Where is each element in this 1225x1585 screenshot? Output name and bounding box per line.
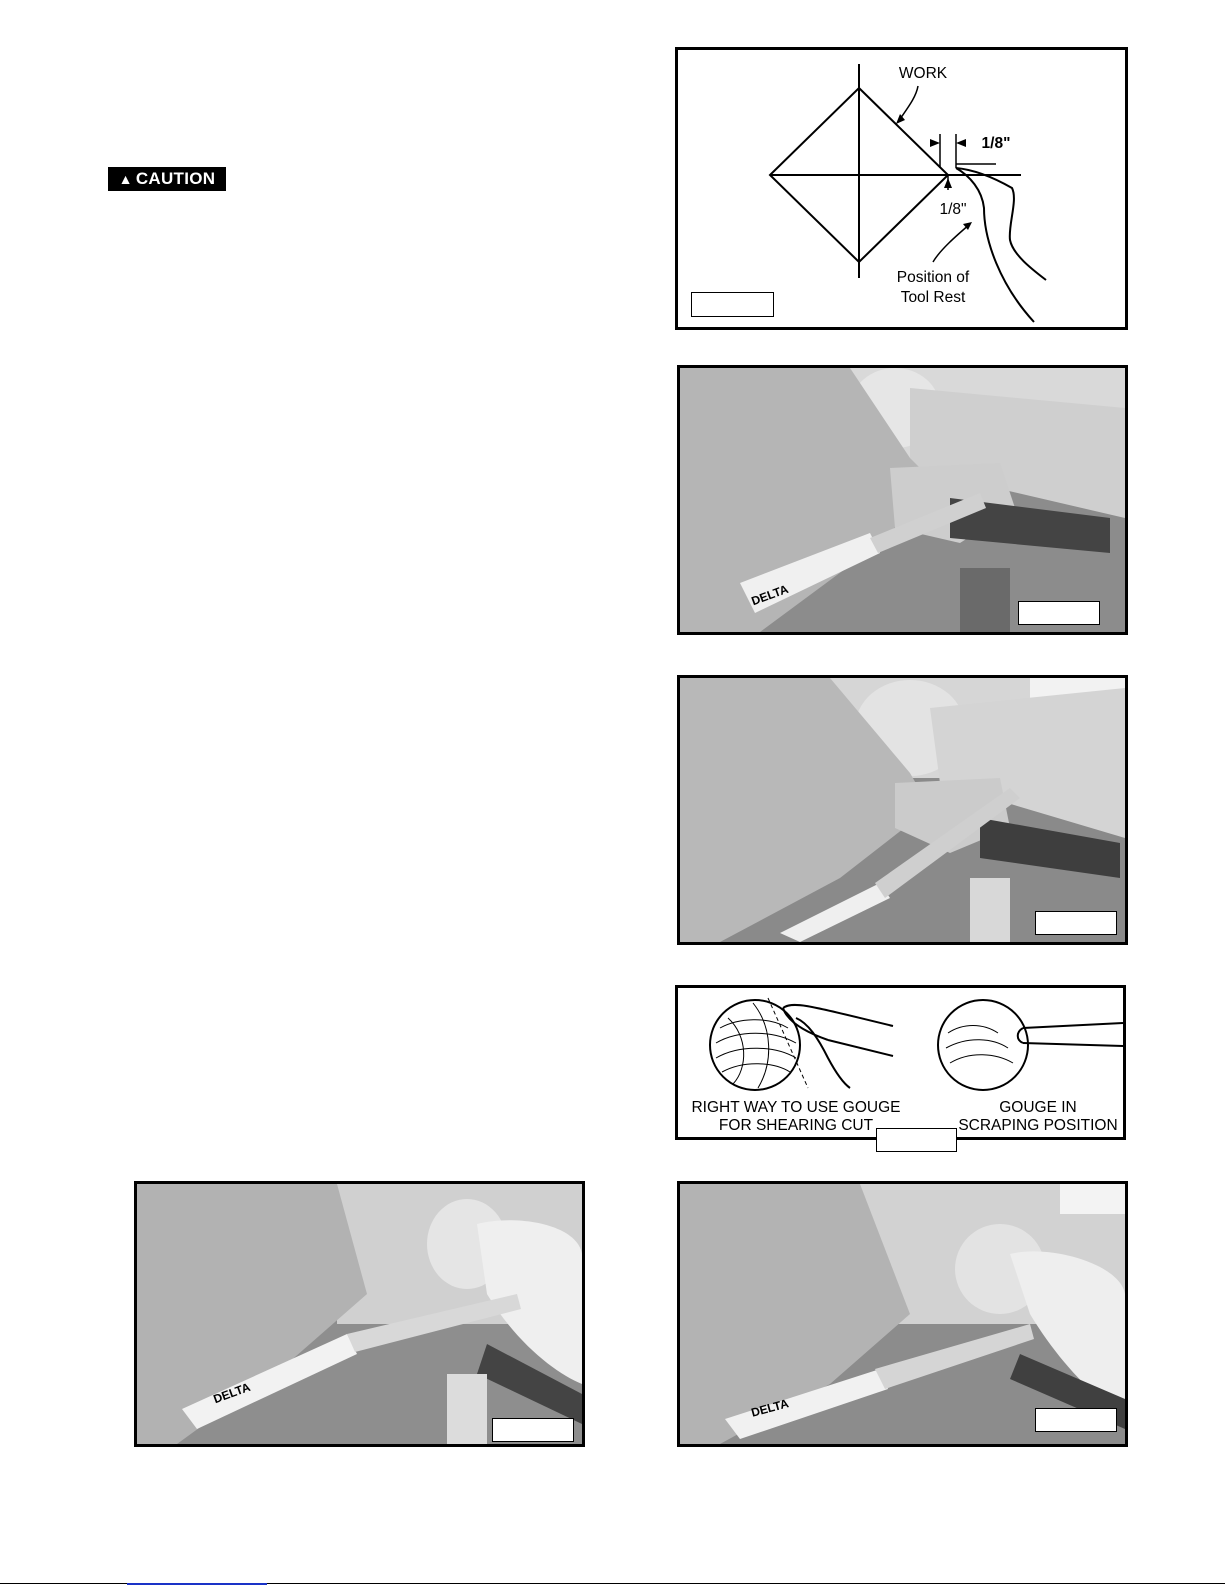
photo-gouge-tool-rest-1 — [677, 365, 1128, 635]
photo-1-drawing — [680, 368, 1125, 632]
scraping-caption-line1: GOUGE IN — [999, 1099, 1077, 1116]
photo-spindle-turning-left — [134, 1181, 585, 1447]
tool-rest-label-line1: Position of — [896, 269, 970, 286]
dimension-top-label: 1/8" — [981, 135, 1011, 152]
shearing-cut-caption-line2: FOR SHEARING CUT — [718, 1117, 874, 1134]
photo-spindle-turning-right — [677, 1181, 1128, 1447]
photo-gouge-tool-rest-2 — [677, 675, 1128, 945]
photo-1-handle-brand: DELTA — [749, 581, 791, 609]
dimension-side-label: 1/8" — [939, 201, 967, 218]
caution-badge — [108, 167, 226, 191]
work-label: WORK — [898, 65, 948, 82]
photo-1-figure-box — [1018, 601, 1100, 625]
scraping-caption-line2: SCRAPING POSITION — [958, 1117, 1118, 1134]
shearing-cut-caption-line1: RIGHT WAY TO USE GOUGE — [691, 1099, 901, 1116]
photo-2-drawing — [680, 678, 1125, 942]
photo-3-handle-brand: DELTA — [211, 1379, 253, 1407]
figure-gouge-positions — [675, 985, 1126, 1140]
caution-label: CAUTION — [135, 169, 216, 188]
photo-3-figure-box — [492, 1418, 574, 1442]
gouge-figure-number-box — [876, 1128, 957, 1152]
tool-rest-label-line2: Tool Rest — [900, 289, 966, 306]
figure-number-box — [691, 292, 774, 317]
photo-4-figure-box — [1035, 1408, 1117, 1432]
photo-2-figure-box — [1035, 911, 1117, 935]
photo-4-handle-brand: DELTA — [749, 1396, 791, 1420]
warning-triangle-icon: ▲ — [118, 171, 133, 187]
figure-work-tool-rest — [675, 47, 1128, 330]
